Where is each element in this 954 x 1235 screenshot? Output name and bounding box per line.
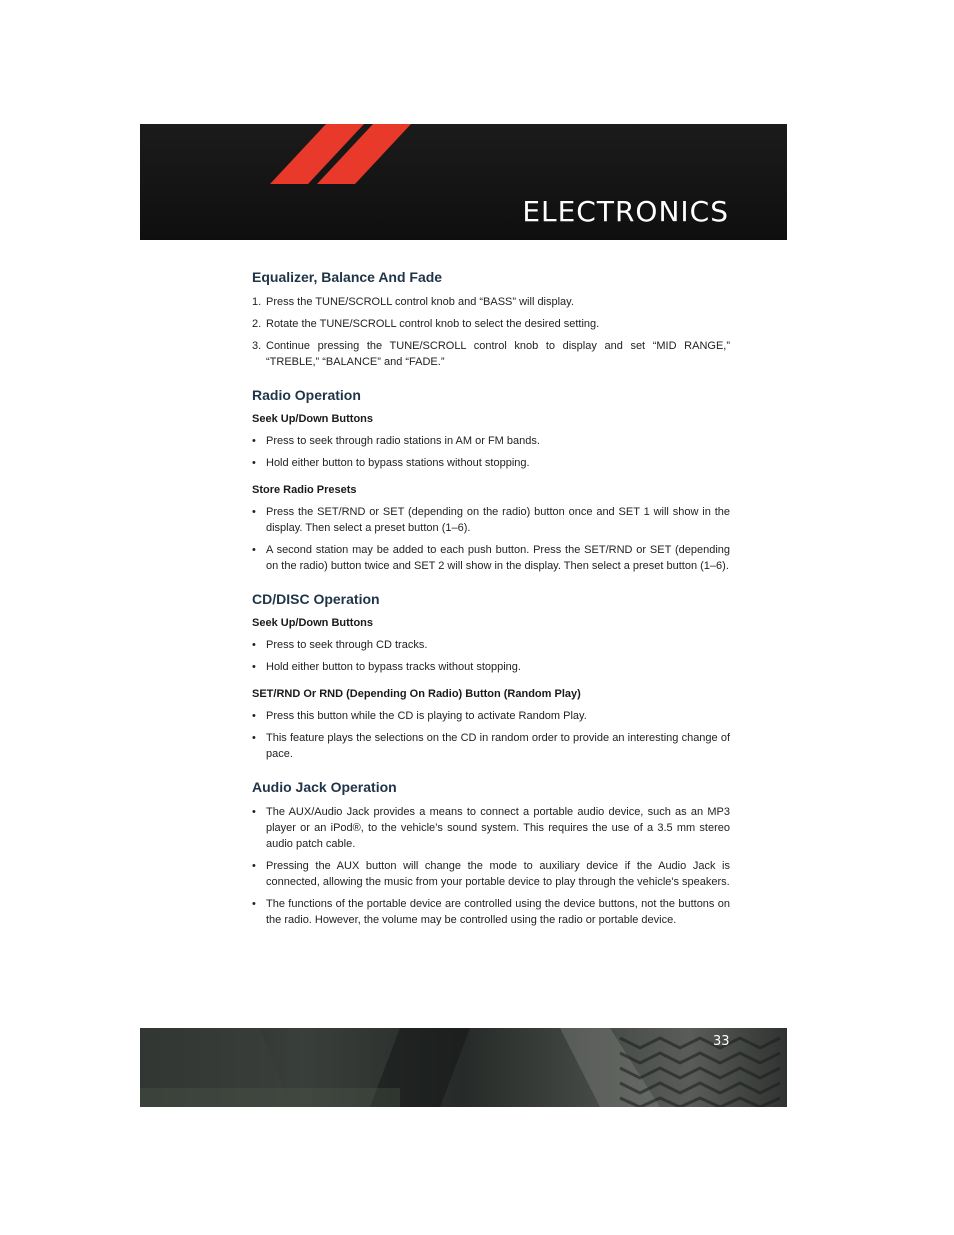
list-item: • Press this button while the CD is playing to activate Random Play. bbox=[252, 710, 587, 722]
list-item: • This feature plays the selections on the CD in random order to provide an interesting change of pace. bbox=[252, 732, 730, 760]
cd-seek-list bbox=[252, 637, 730, 675]
list-item: • Hold either button to bypass tracks without stopping. bbox=[252, 661, 521, 673]
footer-photo-band bbox=[140, 1028, 787, 1107]
list-item: 3. Continue pressing the TUNE/SCROLL control knob to display and set “MID RANGE,” “TREBLE,” “BALANCE” and “FADE.” bbox=[252, 340, 730, 368]
list-item: • Press to seek through radio stations in AM or FM bands. bbox=[252, 435, 540, 447]
equalizer-steps bbox=[252, 294, 730, 370]
list-item: • The functions of the portable device are controlled using the device buttons, not the buttons on the radio. However, the volume may be controlled using the radio or portable device. bbox=[252, 898, 730, 926]
subheading-cd-random: SET/RND Or RND (Depending On Radio) Button (Random Play) bbox=[252, 688, 581, 700]
list-item: • Pressing the AUX button will change the mode to auxiliary device if the Audio Jack is connected, allowing the music from your portable device to play through the vehicle's speakers. bbox=[252, 860, 730, 888]
heading-cd-operation: CD/DISC Operation bbox=[252, 591, 380, 607]
page-number: 33 bbox=[713, 1034, 730, 1049]
section-title: ELECTRONICS bbox=[522, 195, 729, 228]
page-content bbox=[252, 268, 730, 934]
heading-audio-jack: Audio Jack Operation bbox=[252, 779, 397, 795]
cd-random-list bbox=[252, 708, 730, 762]
section-header-band bbox=[140, 124, 787, 240]
audio-jack-list bbox=[252, 804, 730, 928]
subheading-cd-seek: Seek Up/Down Buttons bbox=[252, 617, 374, 629]
radio-presets-list bbox=[252, 504, 730, 574]
list-item: • Press the SET/RND or SET (depending on the radio) button once and SET 1 will show in the display. Then select a preset button (1–6). bbox=[252, 506, 730, 534]
list-item: • A second station may be added to each push button. Press the SET/RND or SET (depending on the radio) button twice and SET 2 will show in the display. Then select a preset button (1–6). bbox=[252, 544, 730, 572]
footer-photo-image bbox=[140, 1028, 787, 1107]
list-item: • Hold either button to bypass stations without stopping. bbox=[252, 457, 530, 469]
list-item: 1. Press the TUNE/SCROLL control knob and “BASS” will display. bbox=[252, 296, 574, 308]
subheading-radio-presets: Store Radio Presets bbox=[252, 484, 357, 496]
heading-equalizer: Equalizer, Balance And Fade bbox=[252, 269, 443, 285]
heading-radio-operation: Radio Operation bbox=[252, 387, 361, 403]
list-item: 2. Rotate the TUNE/SCROLL control knob to select the desired setting. bbox=[252, 318, 600, 330]
radio-seek-list bbox=[252, 433, 730, 471]
list-item: • Press to seek through CD tracks. bbox=[252, 639, 428, 651]
subheading-radio-seek: Seek Up/Down Buttons bbox=[252, 413, 374, 425]
list-item: • The AUX/Audio Jack provides a means to connect a portable audio device, such as an MP3 player or an iPod®, to the vehicle’s sound system. This requires the use of a 3.5 mm stereo audio patch cable. bbox=[252, 806, 730, 850]
